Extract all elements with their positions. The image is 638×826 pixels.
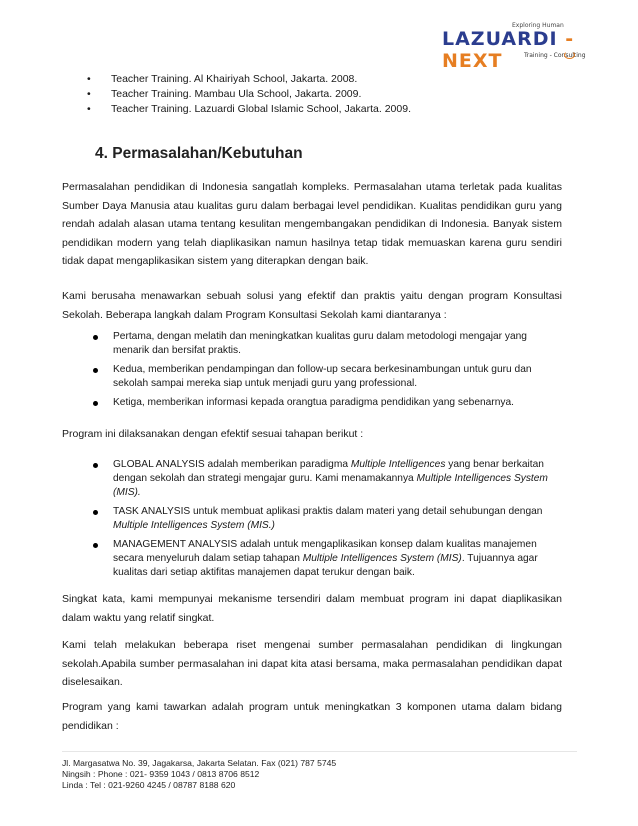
logo-brand-accent: NEXT xyxy=(442,50,503,72)
footer-contact-ningsih: Ningsih : Phone : 021- 9359 1043 / 0813 8706 8512 xyxy=(62,769,260,779)
list-item xyxy=(87,87,411,102)
training-item-text: Teacher Training. Al Khairiyah School, Jakarta. 2008. xyxy=(111,73,358,85)
phase-emphasis: Multiple Intelligences xyxy=(350,459,446,470)
logo-subtitle: Training - Consulting xyxy=(524,52,586,59)
list-item xyxy=(93,505,563,533)
step-text: Ketiga, memberikan informasi kepada orangtua paradigma pendidikan yang sebenarnya. xyxy=(113,397,514,408)
bullet-icon xyxy=(93,510,98,515)
steps-list xyxy=(93,330,563,415)
training-item-text: Teacher Training. Mambau Ula School, Jakarta. 2009. xyxy=(111,88,362,100)
company-logo xyxy=(442,22,602,72)
bullet-icon xyxy=(93,368,98,373)
training-item-text: Teacher Training. Lazuardi Global Islamic School, Jakarta. 2009. xyxy=(111,103,411,115)
solution-paragraph: Kami berusaha menawarkan sebuah solusi yang efektif dan praktis yaitu dengan program Konsultasi Sekolah. Beberapa langkah dalam Program Konsultasi Sekolah kami diantaranya : xyxy=(62,290,562,321)
phase-emphasis-2: Multiple Intelligences System (MIS). xyxy=(113,473,548,498)
research-paragraph: Kami telah melakukan beberapa riset mengenai sumber permasalahan pendidikan di lingkungan sekolah.Apabila sumber permasalahan ini dapat kita atasi bersama, maka permasalahan pendidikan dapat diselesaikan. xyxy=(62,639,562,688)
footer xyxy=(62,758,336,791)
list-item xyxy=(93,538,563,580)
section-heading: 4. Permasalahan/Kebutuhan xyxy=(95,145,303,162)
summary-paragraph: Singkat kata, kami mempunyai mekanisme tersendiri dalam membuat program ini dapat diaplikasikan dalam waktu yang relatif singkat. xyxy=(62,593,562,624)
logo-tagline: Exploring Human xyxy=(512,22,564,29)
list-item xyxy=(93,363,563,391)
bullet-icon xyxy=(93,463,98,468)
list-item xyxy=(93,396,563,410)
phase-emphasis: Multiple Intelligences System (MIS.) xyxy=(113,520,275,531)
footer-contact-linda: Linda : Tel : 021-9260 4245 / 08787 8188 620 xyxy=(62,780,236,790)
bullet-icon xyxy=(93,543,98,548)
phase-emphasis: Multiple Intelligences System (MIS) xyxy=(302,553,462,564)
swirl-icon xyxy=(564,51,575,59)
program-paragraph: Program yang kami tawarkan adalah program untuk meningkatkan 3 komponen utama dalam bidang pendidikan : xyxy=(62,701,562,732)
phases-intro: Program ini dilaksanakan dengan efektif sesuai tahapan berikut : xyxy=(62,428,364,440)
phase-text: GLOBAL ANALYSIS adalah memberikan paradigma xyxy=(113,459,351,470)
phase-text: TASK ANALYSIS untuk membuat aplikasi praktis dalam materi yang detail sehubungan dengan xyxy=(113,506,543,517)
step-text: Pertama, dengan melatih dan meningkatkan kualitas guru dalam metodologi mengajar yang menarik dan bersifat praktis. xyxy=(113,331,527,356)
phase-text: MANAGEMENT ANALYSIS adalah untuk mengaplikasikan konsep dalam kualitas manajemen secara menyeluruh dalam setiap tahapan xyxy=(113,539,537,564)
logo-brand xyxy=(442,28,602,72)
logo-brand-separator: - xyxy=(557,28,575,50)
phase-text-cont: . Tujuannya agar kualitas dari setiap aktifitas manajemen dapat terukur dengan baik. xyxy=(113,553,538,578)
footer-address: Jl. Margasatwa No. 39, Jagakarsa, Jakarta Selatan. Fax (021) 787 5745 xyxy=(62,758,337,768)
phase-text-cont: yang benar berkaitan dengan sekolah dan strategi mengajar guru. Kami menamakannya xyxy=(113,459,544,484)
list-item xyxy=(87,102,411,117)
logo-brand-main: LAZUARDI xyxy=(442,28,558,50)
intro-paragraph: Permasalahan pendidikan di Indonesia sangatlah kompleks. Permasalahan utama terletak pada kualitas Sumber Daya Manusia atau kualitas guru dalam berbagai level pendidikan. Kualitas pendidikan guru yang rendah adalah alasan utama tentang kesulitan mengembangakan pendidikan di Indonesia. Banyak sistem pendidikan modern yang telah diaplikasikan namun hasilnya tetap tidak memuaskan karena guru sendiri tidak dapat mengaplikasikan sistem yang diterapkan dengan baik. xyxy=(62,181,562,267)
phases-list xyxy=(93,458,563,585)
bullet-icon xyxy=(93,401,98,406)
bullet-icon xyxy=(93,335,98,340)
bullet-icon: • xyxy=(87,88,91,100)
bullet-icon: • xyxy=(87,103,91,115)
list-item xyxy=(87,72,411,87)
bullet-icon: • xyxy=(87,73,91,85)
list-item xyxy=(93,330,563,358)
footer-divider xyxy=(62,751,577,752)
training-list xyxy=(87,72,411,117)
step-text: Kedua, memberikan pendampingan dan follow-up secara berkesinambungan untuk guru dan sekolah sampai mereka siap untuk menjadi guru yang professional. xyxy=(113,364,532,389)
list-item xyxy=(93,458,563,500)
